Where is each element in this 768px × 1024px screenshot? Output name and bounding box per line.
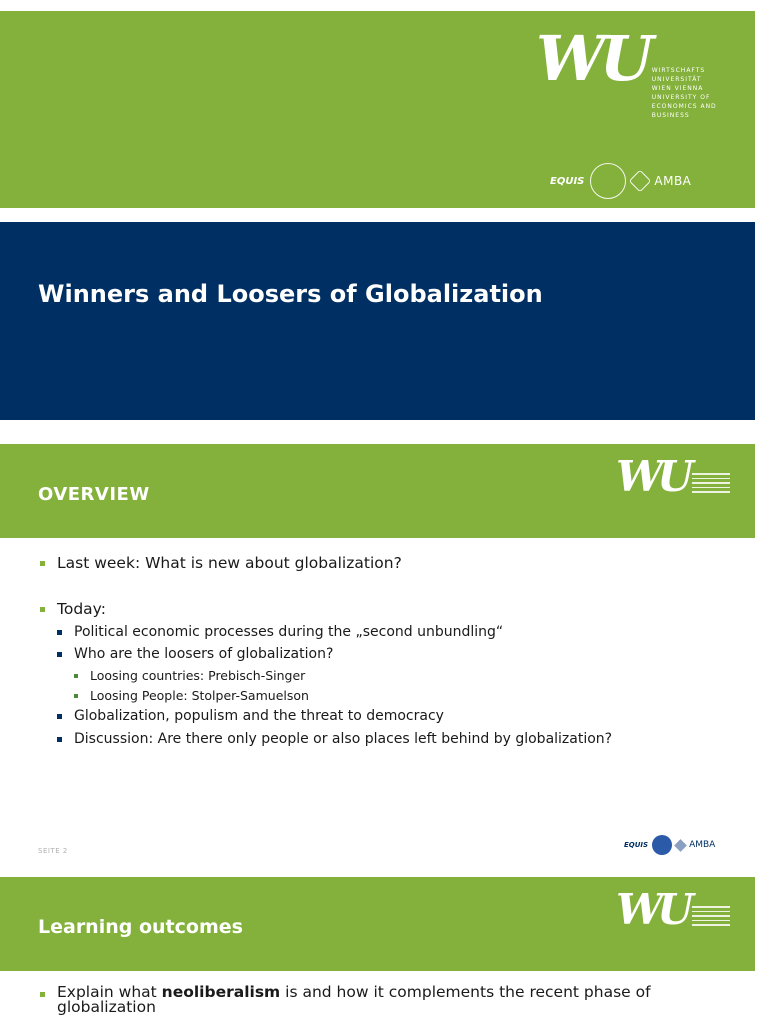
bullet-icon bbox=[74, 694, 78, 698]
wu-logo-line: WIRTSCHAFTS bbox=[651, 67, 706, 74]
bullet-icon bbox=[57, 652, 62, 657]
list-item: Who are the loosers of globalization? bbox=[57, 646, 333, 662]
wu-logo-mark: WU bbox=[616, 452, 688, 501]
amba-logo: AMBA bbox=[689, 840, 716, 850]
wu-logo-line: UNIVERSITÄT bbox=[651, 76, 702, 83]
wu-logo-line: WIEN VIENNA bbox=[651, 85, 704, 92]
bullet-icon bbox=[40, 992, 45, 997]
slide-heading-learning-outcomes: Learning outcomes bbox=[38, 916, 243, 938]
page-number: SEITE 2 bbox=[38, 847, 68, 855]
bullet-icon bbox=[57, 714, 62, 719]
wu-logo-line: UNIVERSITY OF bbox=[651, 94, 711, 101]
wu-logo-text-lines bbox=[692, 906, 730, 929]
bullet-icon bbox=[40, 561, 45, 566]
list-item: Discussion: Are there only people or also places left behind by globalization? bbox=[57, 731, 612, 747]
list-item: Loosing countries: Prebisch-Singer bbox=[74, 668, 305, 683]
wu-logo-text bbox=[652, 66, 717, 120]
diamond-icon bbox=[629, 170, 652, 193]
aacsb-seal-icon bbox=[652, 835, 672, 855]
wu-logo-text-lines bbox=[692, 473, 730, 496]
aacsb-seal-icon bbox=[590, 163, 626, 199]
accreditation-logos bbox=[550, 163, 691, 199]
list-item: Explain what neoliberalism is and how it complements the recent phase of globalization bbox=[40, 985, 740, 1015]
wu-logo-mark: WU bbox=[616, 885, 688, 934]
slide-heading-overview: OVERVIEW bbox=[38, 484, 150, 505]
diamond-icon bbox=[674, 839, 687, 852]
list-item: Last week: What is new about globalization? bbox=[40, 554, 402, 572]
bullet-icon bbox=[57, 630, 62, 635]
wu-logo bbox=[616, 885, 730, 934]
wu-logo-line: BUSINESS bbox=[651, 112, 690, 119]
amba-logo: AMBA bbox=[654, 174, 692, 188]
accreditation-logos bbox=[624, 835, 715, 855]
wu-logo-line: ECONOMICS AND bbox=[651, 103, 717, 110]
list-item: Today: bbox=[40, 600, 106, 618]
equis-logo: EQUIS bbox=[624, 841, 649, 849]
wu-logo-mark: WU bbox=[536, 22, 648, 95]
slide-title: Winners and Loosers of Globalization bbox=[38, 280, 543, 308]
list-item: Political economic processes during the „second unbundling“ bbox=[57, 624, 503, 640]
wu-logo bbox=[616, 452, 730, 501]
list-item: Loosing People: Stolper-Samuelson bbox=[74, 688, 309, 703]
bullet-icon bbox=[74, 674, 78, 678]
equis-logo: EQUIS bbox=[550, 175, 585, 187]
bullet-icon bbox=[40, 607, 45, 612]
bullet-icon bbox=[57, 737, 62, 742]
list-item: Globalization, populism and the threat to democracy bbox=[57, 708, 444, 724]
wu-logo bbox=[536, 22, 717, 120]
slide1-title-band bbox=[0, 222, 755, 420]
